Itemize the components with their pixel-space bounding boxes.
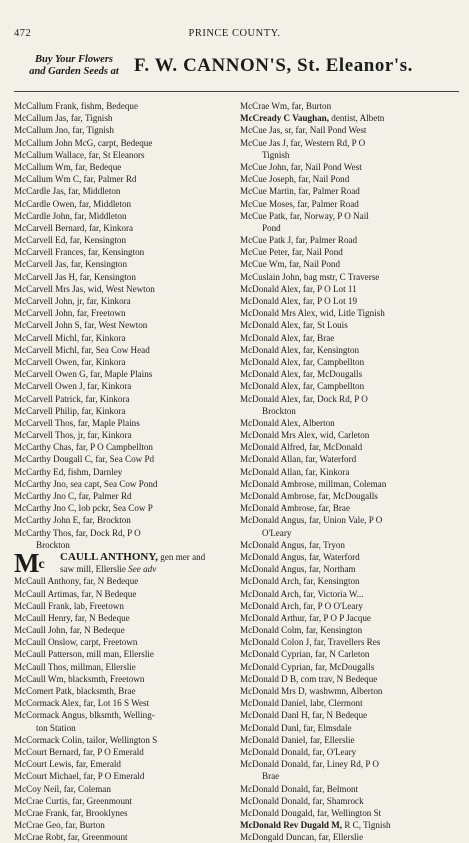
directory-entry: McCallum Wallace, far, St Eleanors	[14, 149, 145, 160]
directory-entry: McCue Joseph, far, Nail Pond	[240, 174, 350, 185]
directory-entry: McCaull Thos, millman, Ellerslie	[14, 661, 136, 672]
directory-entry	[240, 819, 462, 831]
directory-entry: McCarvell Jas H, far, Kensington	[14, 271, 136, 282]
directory-entry: McCaull Patterson, mill man, Ellerslie	[14, 649, 154, 660]
directory-entry: McCarvell Frances, far, Kensington	[14, 247, 145, 258]
directory-entry: McCaull Frank, lab, Freetown	[14, 600, 124, 611]
directory-entry: McDonald Alex, far, Kensington	[240, 344, 360, 355]
ad-tagline-line2: and Garden Seeds at	[29, 66, 119, 77]
directory-entry: McDonald Alex, far, McDougalls	[240, 369, 363, 380]
directory-entry: McDonald Danl H, far, N Bedeque	[240, 710, 368, 721]
directory-entry: McCourt Bernard, far, P O Emerald	[14, 746, 144, 757]
directory-entry: McDonald Mrs D, washwmn, Alberton	[240, 686, 383, 696]
directory-entry: McDonald Alex, far, P O Lot 19	[240, 296, 357, 306]
directory-entry: McDonald Angus, far, Tryon	[240, 539, 345, 550]
featured-entry-initial	[14, 548, 44, 578]
directory-entry: McCallum Wm, far, Bedeque	[14, 161, 122, 172]
directory-entry: McCardle Jas, far, Middleton	[14, 186, 121, 197]
directory-entry: McDonald Donald, far, O'Leary	[240, 746, 357, 757]
directory-entry: McCue Jas, sr, far, Nail Pond West	[240, 125, 367, 136]
featured-entry-line1	[60, 551, 205, 563]
directory-entry: McCue Jas J, far, Western Rd, P O	[240, 137, 366, 148]
directory-entry: McDonald Mrs Alex, wid, Litle Tignish	[240, 308, 385, 319]
directory-entry: McCourt Michael, far, P O Emerald	[14, 771, 145, 782]
directory-entry-continuation: Pond	[262, 222, 281, 233]
directory-entry: McDonald Ambrose, millman, Coleman	[240, 478, 387, 489]
directory-entry-continuation: Brockton	[262, 405, 296, 416]
directory-entry-continuation: ton Station	[36, 722, 76, 733]
directory-entry: McCarvell John, far, Freetown	[14, 308, 126, 319]
directory-entry: McDonald Mrs Alex, wid, Carleton	[240, 430, 370, 441]
directory-entry: McCue John, far, Nail Pond West	[240, 161, 362, 172]
directory-entry: McCaull Anthony, far, N Bedeque	[14, 576, 139, 587]
ad-tagline-line1: Buy Your Flowers	[35, 54, 113, 65]
featured-entry-line2	[60, 563, 156, 575]
directory-entry-continuation: Tignish	[262, 149, 290, 160]
featured-initial-m: M	[14, 547, 39, 578]
directory-entry: McDonald Arch, far, Kensington	[240, 576, 360, 587]
directory-entry: McCue Peter, far, Nail Pond	[240, 247, 343, 258]
directory-entry: McDonald Arch, far, Victoria W...	[240, 588, 364, 599]
directory-entry: McCaull John, far, N Bedeque	[14, 625, 125, 636]
directory-entry: McCallum Jas, far, Tignish	[14, 113, 113, 124]
directory-entry: McCarvell Owen J, far, Kinkora	[14, 381, 132, 392]
directory-entry: McCarvell Thos, far, Maple Plains	[14, 417, 140, 428]
directory-entry: McCormack Alex, far, Lot 16 S West	[14, 698, 150, 709]
directory-entry: McCourt Lewis, far, Emerald	[14, 759, 121, 770]
directory-entry: McDonald Ambrose, far, McDougalls	[240, 491, 378, 501]
directory-entry-continuation: O'Leary	[262, 527, 292, 538]
directory-entry: McDonald Colon J, far, Travellers Res	[240, 637, 381, 648]
directory-entry: McDonald Alex, far, Campbellton	[240, 381, 365, 392]
directory-entry: McCarvell Michl, far, Sea Cow Head	[14, 344, 150, 355]
directory-entry: McCarvell Owen, far, Kinkora	[14, 356, 126, 367]
featured-entry-mccaull-anthony	[14, 547, 236, 578]
directory-entry-continuation: Brockton	[36, 539, 70, 550]
directory-entry: McCoy Neil, far, Coleman	[14, 783, 111, 794]
entry-detail: dentist, Albetn	[329, 113, 385, 124]
directory-entry: McCarvell Patrick, far, Kinkora	[14, 393, 130, 404]
directory-entry: McCormack Colin, tailor, Wellington S	[14, 734, 158, 745]
right-column	[240, 100, 462, 843]
directory-entry: McCue Wm, far, Nail Pond	[240, 259, 340, 270]
see-advertisement-note: See adv	[128, 564, 157, 575]
directory-entry: McDongald Duncan, far, Ellerslie	[240, 832, 364, 843]
ad-business-name: F. W. CANNON'S, St. Eleanor's.	[134, 55, 413, 76]
directory-entry: McCarthy Chas, far, P O Campbellton	[14, 442, 153, 453]
directory-entry: McCarthy Ed, fishm, Darnley	[14, 466, 123, 477]
directory-entry: McDonald Danl, far, Elmsdale	[240, 722, 352, 733]
directory-entry: McCaull Onslow, carpt, Freetown	[14, 637, 138, 648]
directory-entry: McDonald Daniel, labr, Clermont	[240, 698, 363, 709]
directory-entry: McCarvell Mrs Jas, wid, West Newton	[14, 283, 155, 294]
directory-entry	[240, 112, 462, 124]
entry-name-bold: McCready C Vaughan,	[240, 113, 330, 124]
directory-entry: McDonald Cyprian, far, N Carleton	[240, 649, 370, 660]
directory-entry: McCallum Jno, far, Tignish	[14, 125, 114, 136]
directory-entry: McDonald Alex, far, St Louis	[240, 320, 348, 331]
directory-entry: McCaull Henry, far, N Bedeque	[14, 612, 130, 623]
directory-entry: McCarthy Thos, far, Dock Rd, P O	[14, 527, 141, 538]
directory-entry: McDonald Cyprian, far, McDougalls	[240, 661, 375, 672]
directory-entry: McCue Martin, far, Palmer Road	[240, 186, 360, 197]
entry-name-bold: McDonald Rev Dugald M,	[240, 820, 343, 831]
entry-detail: R C, Tignish	[342, 820, 391, 831]
directory-entry: McCuslain John, bag mstr, C Traverse	[240, 271, 380, 282]
page-title: PRINCE COUNTY.	[188, 28, 281, 39]
directory-entry: McCarvell John S, far, West Newton	[14, 320, 148, 331]
directory-entry: McDonald Alex, far, Dock Rd, P O	[240, 393, 368, 404]
left-column	[14, 100, 236, 843]
ad-tagline	[16, 54, 132, 78]
directory-entry: McCarvell Philip, far, Kinkora	[14, 405, 126, 416]
directory-entry: McCarvell Ed, far, Kensington	[14, 235, 127, 246]
directory-entry: McDonald Daniel, far, Ellerslie	[240, 734, 355, 745]
directory-entry: McCue Moses, far, Palmer Road	[240, 198, 359, 209]
directory-entry: McDonald Alfred, far, McDonald	[240, 442, 363, 453]
directory-entry: McCarvell Jas, far, Kensington	[14, 259, 128, 270]
directory-entry: McCarthy Jno, sea capt, Sea Cow Pond	[14, 478, 158, 489]
directory-entry: McDonald Allan, far, Waterford	[240, 454, 357, 465]
directory-entry: McCrae Wm, far, Burton	[240, 101, 332, 111]
directory-entry: McDonald Alex, far, Brae	[240, 332, 335, 343]
directory-entry: McDonald Donald, far, Shamrock	[240, 795, 364, 806]
advertisement-banner	[14, 51, 459, 92]
directory-entry: McDonald Ambrose, far, Brae	[240, 503, 350, 514]
directory-entry: McCarvell Bernard, far, Kinkora	[14, 222, 134, 233]
page-number: 472	[14, 28, 32, 39]
directory-entry: McCarvell Michl, far, Kinkora	[14, 332, 126, 343]
directory-entry: McCrae Geo, far, Burton	[14, 820, 105, 831]
directory-entry: McCallum Frank, fishm, Bedeque	[14, 101, 139, 111]
directory-entry: McCaull Artimas, far, N Bedeque	[14, 588, 137, 599]
directory-entry: McCallum Wm C, far, Palmer Rd	[14, 174, 137, 185]
directory-entry: McCaull Wm, blacksmth, Freetown	[14, 673, 145, 684]
directory-entry: McCardle John, far, Middleton	[14, 210, 127, 221]
featured-entry-location: saw mill, Ellerslie	[60, 564, 126, 575]
directory-entry: McDonald Angus, far, Waterford	[240, 551, 360, 562]
directory-entry: McCallum John McG, carpt, Bedeque	[14, 137, 153, 148]
directory-entry: McDonald D B, com trav, N Bedeque	[240, 673, 378, 684]
directory-entry: McDonald Alex, far, P O Lot 11	[240, 283, 357, 294]
featured-entry-name: CAULL ANTHONY,	[60, 550, 159, 563]
directory-entry: McDonald Donald, far, Liney Rd, P O	[240, 759, 379, 770]
directory-entry: McCrae Robt, far, Greenmount	[14, 832, 128, 843]
directory-entry: McDonald Donald, far, Belmont	[240, 783, 359, 794]
directory-entry: McCrae Frank, far, Brooklynes	[14, 807, 128, 818]
page-header	[14, 28, 455, 42]
directory-entry: McCarthy Jno C, far, Palmer Rd	[14, 491, 132, 501]
directory-entry: McCue Patk, far, Norway, P O Nail	[240, 210, 369, 221]
directory-entry: McDonald Angus, far, Union Vale, P O	[240, 515, 383, 526]
directory-entry: McDonald Alex, far, Campbellton	[240, 356, 365, 367]
directory-entry: McCarthy Jno C, lob pckr, Sea Cow P	[14, 503, 153, 514]
directory-entry: McCarvell Thos, jr, far, Kinkora	[14, 430, 132, 441]
directory-entry: McCarthy John E, far, Brockton	[14, 515, 131, 526]
directory-entry: McDonald Arch, far, P O O'Leary	[240, 600, 363, 611]
directory-entry: McCarthy Dougall C, far, Sea Cow Pd	[14, 454, 155, 465]
directory-entry: McDonald Angus, far, Northam	[240, 564, 356, 575]
featured-initial-c: c	[38, 556, 44, 572]
directory-entry: McDonald Colm, far, Kensington	[240, 625, 363, 636]
directory-entry: McCarvell Owen G, far, Maple Plains	[14, 369, 153, 380]
directory-entry: McCue Patk J, far, Palmer Road	[240, 235, 358, 246]
directory-entry: McDonald Allan, far, Kinkora	[240, 466, 350, 477]
directory-entry: McComert Patk, blacksmth, Brae	[14, 686, 136, 697]
directory-entry: McDonald Dougald, far, Wellington St	[240, 807, 382, 818]
featured-entry-business: gen mer and	[158, 551, 206, 562]
directory-entry: McCarvell John, jr, far, Kinkora	[14, 296, 131, 306]
directory-entry: McCardle Owen, far, Middleton	[14, 198, 132, 209]
directory-entry: McCormack Angus, blksmth, Welling-	[14, 710, 155, 721]
directory-entry: McCrae Curtis, far, Greenmount	[14, 795, 133, 806]
directory-entry: McDonald Alex, Alberton	[240, 417, 335, 428]
directory-entry: McDonald Arthur, far, P O P Jacque	[240, 612, 371, 623]
directory-entry-continuation: Brae	[262, 771, 280, 782]
